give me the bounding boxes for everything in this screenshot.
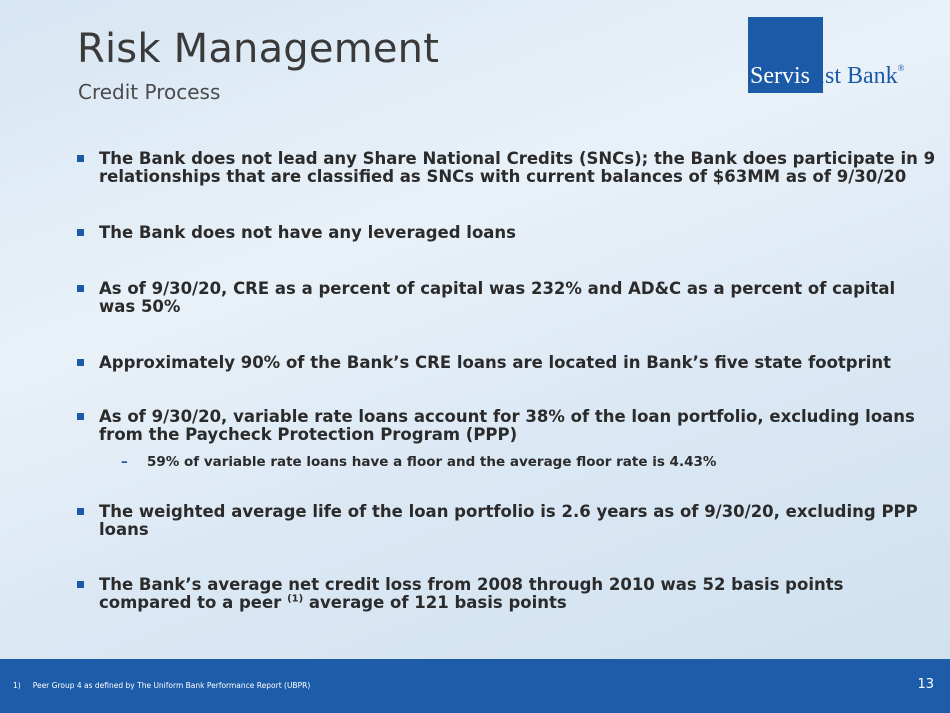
bullet-item [76,150,936,186]
dash-bullet-icon: – [121,454,128,470]
bank-logo [748,17,924,93]
bullet-text: Approximately 90% of the Bank’s CRE loans are located in Bank’s five state footprint [99,353,892,372]
footer-bar [0,659,950,713]
bullet-item [76,354,936,372]
square-bullet-icon [77,285,84,292]
page-number: 13 [917,677,934,692]
square-bullet-icon [77,155,84,162]
footnote-text: Peer Group 4 as defined by The Uniform Bank Performance Report (UBPR) [32,681,311,690]
footnote-marker: (1) [287,593,304,605]
footnote-number: 1) [13,681,21,690]
page-subtitle: Credit Process [78,80,221,104]
bullet-item [76,280,936,316]
bullet-text: The Bank does not have any leveraged loans [99,223,516,242]
bullet-list [76,150,936,612]
page-title: Risk Management [77,26,440,72]
square-bullet-icon [77,413,84,420]
square-bullet-icon [77,508,84,515]
logo-registered-mark: ® [897,63,905,73]
footnote [13,681,310,690]
bullet-text: The weighted average life of the loan portfolio is 2.6 years as of 9/30/20, excluding PPP loans [99,502,918,539]
bullet-text: The Bank does not lead any Share National Credits (SNCs); the Bank does participate in 9 relationships that are classified as SNCs with current balances of $63MM as of 9/30/20 [99,149,936,186]
bullet-item [76,224,936,242]
logo-wordmark [750,63,905,90]
sub-bullet-text: 59% of variable rate loans have a floor and the average floor rate is 4.43% [147,454,717,470]
bullet-text: As of 9/30/20, CRE as a percent of capital was 232% and AD&C as a percent of capital was 50% [99,279,896,316]
bullet-text-before: The Bank’s average net credit loss from 2008 through 2010 was 52 basis points compared to a peer [99,575,844,612]
square-bullet-icon [77,359,84,366]
bullet-item [76,576,936,612]
square-bullet-icon [77,581,84,588]
sub-bullet-item [99,454,936,470]
logo-word-bank: 1st Bank [813,63,898,89]
logo-word-servis: Servis [750,63,810,89]
square-bullet-icon [77,229,84,236]
bullet-item [76,503,936,539]
bullet-text: As of 9/30/20, variable rate loans account for 38% of the loan portfolio, excluding loans from the Paycheck Protection Program (PPP) [99,407,915,444]
bullet-text-after: average of 121 basis points [303,593,567,612]
bullet-item [76,408,936,470]
